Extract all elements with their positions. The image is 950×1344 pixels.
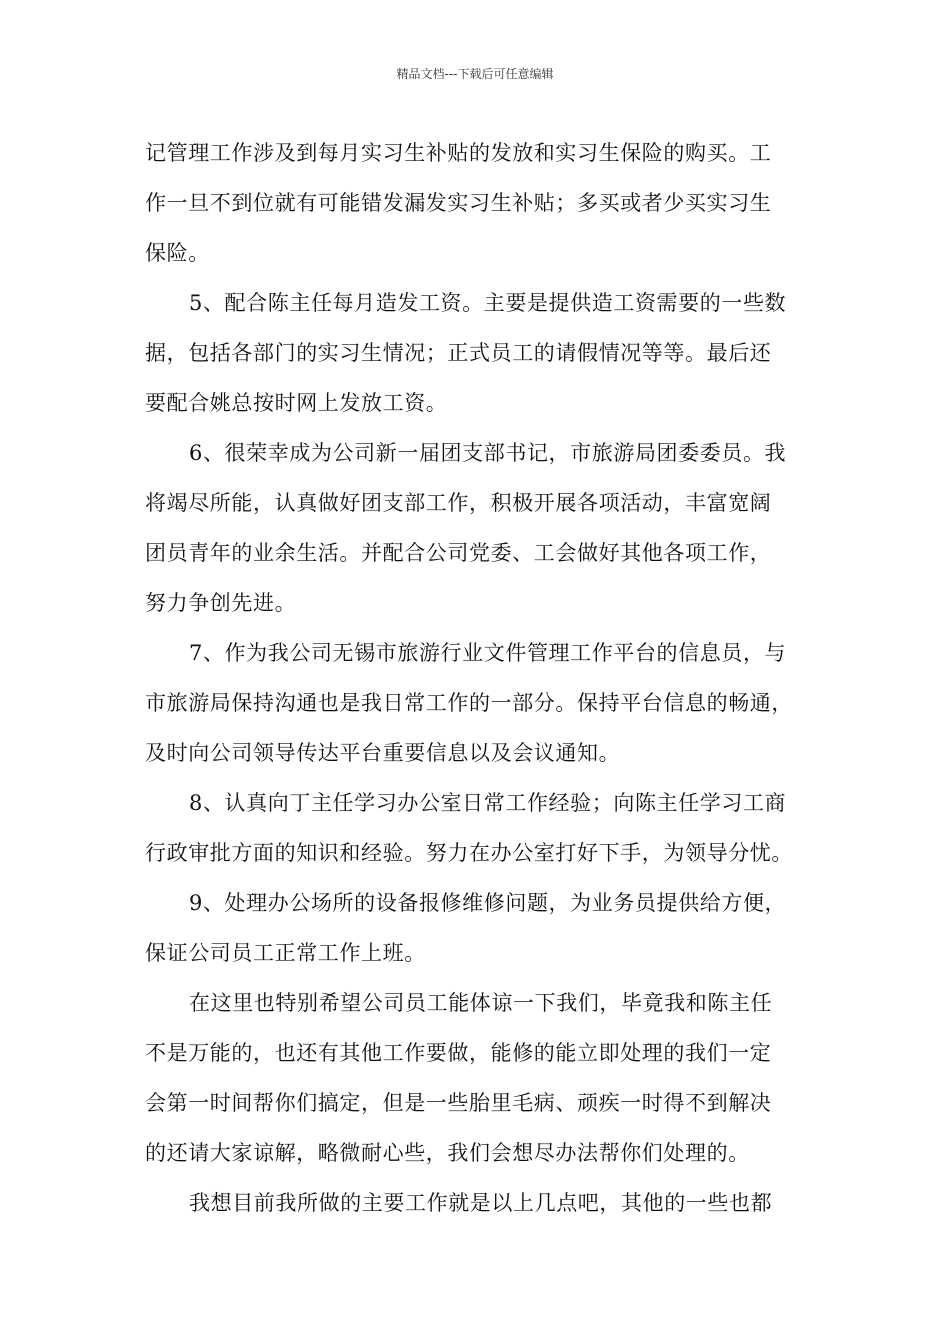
text-line: 会第一时间帮你们搞定，但是一些胎里毛病、顽疾一时得不到解决: [145, 1091, 772, 1115]
paragraph-item-9: [145, 878, 825, 978]
text-line: 保险。: [145, 241, 210, 265]
text-line: 5、配合陈主任每月造发工资。主要是提供造工资需要的一些数: [189, 291, 787, 315]
text-line: 行政审批方面的知识和经验。努力在办公室打好下手，为领导分忧。: [145, 841, 793, 865]
text-line: 作一旦不到位就有可能错发漏发实习生补贴；多买或者少买实习生: [145, 191, 772, 215]
text-line: 7、作为我公司无锡市旅游行业文件管理工作平台的信息员，与: [189, 641, 787, 665]
document-body: [145, 128, 825, 1228]
text-line: 8、认真向丁主任学习办公室日常工作经验；向陈主任学习工商: [189, 791, 787, 815]
text-line: 不是万能的，也还有其他工作要做，能修的能立即处理的我们一定: [145, 1041, 772, 1065]
text-line: 据，包括各部门的实习生情况；正式员工的请假情况等等。最后还: [145, 341, 772, 365]
paragraph-summary: [145, 1178, 825, 1228]
paragraph-appeal: [145, 978, 825, 1178]
text-line: 市旅游局保持沟通也是我日常工作的一部分。保持平台信息的畅通，: [145, 691, 793, 715]
paragraph-continuation: [145, 128, 825, 278]
text-line: 的还请大家谅解，略微耐心些，我们会想尽办法帮你们处理的。: [145, 1141, 750, 1165]
text-line: 保证公司员工正常工作上班。: [145, 941, 426, 965]
text-line: 记管理工作涉及到每月实习生补贴的发放和实习生保险的购买。工: [145, 141, 772, 165]
paragraph-item-6: [145, 428, 825, 628]
text-line: 将竭尽所能，认真做好团支部工作，积极开展各项活动，丰富宽阔: [145, 491, 772, 515]
text-line: 9、处理办公场所的设备报修维修问题，为业务员提供给方便，: [189, 891, 787, 915]
paragraph-item-7: [145, 628, 825, 778]
paragraph-item-8: [145, 778, 825, 878]
text-line: 团员青年的业余生活。并配合公司党委、工会做好其他各项工作，: [145, 541, 772, 565]
text-line: 我想目前我所做的主要工作就是以上几点吧，其他的一些也都: [189, 1191, 773, 1215]
text-line: 6、很荣幸成为公司新一届团支部书记，市旅游局团委委员。我: [189, 441, 787, 465]
text-line: 努力争创先进。: [145, 591, 297, 615]
page-header: 精品文档---下载后可任意编辑: [396, 67, 554, 81]
text-line: 及时向公司领导传达平台重要信息以及会议通知。: [145, 741, 621, 765]
text-line: 要配合姚总按时网上发放工资。: [145, 391, 448, 415]
text-line: 在这里也特别希望公司员工能体谅一下我们，毕竟我和陈主任: [189, 991, 773, 1015]
paragraph-item-5: [145, 278, 825, 428]
